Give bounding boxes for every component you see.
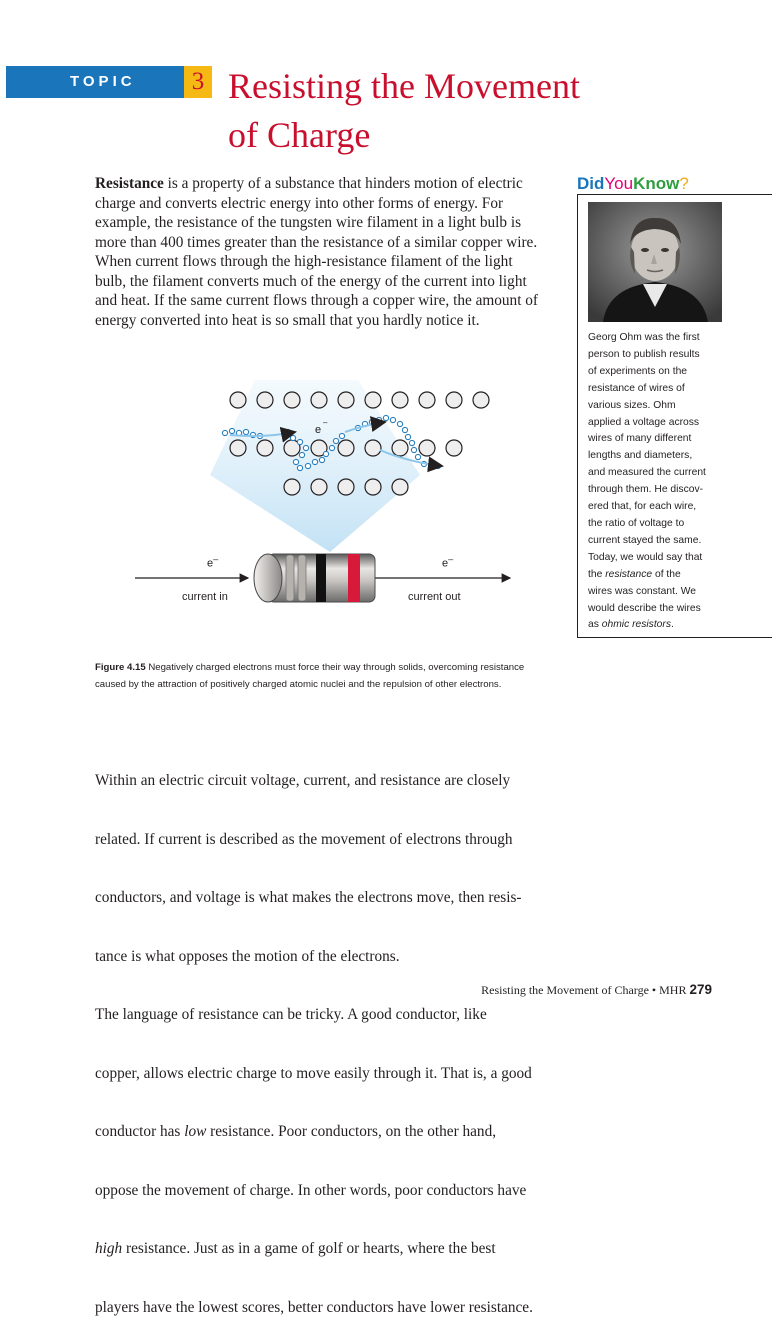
electron <box>329 445 334 450</box>
intro-line: energy converted into heat is so small that you hardly notice it. <box>95 311 480 329</box>
atom-nucleus <box>365 479 381 495</box>
figure-caption: Figure 4.15 Negatively charged electrons must force their way through solids, overcoming resistance caused by the attraction of positively charged atomic nuclei and the repulsion of other electrons. <box>95 662 525 690</box>
electron-label-top: e <box>315 424 322 436</box>
body-line: high resistance. Just as in a game of golf or hearts, where the best <box>95 1240 496 1257</box>
electron <box>290 435 295 440</box>
atom-nucleus <box>392 392 408 408</box>
page-number: 279 <box>689 982 712 997</box>
atom-nucleus <box>365 440 381 456</box>
electron <box>293 459 298 464</box>
body-line: tance is what opposes the motion of the electrons. <box>95 947 400 965</box>
atom-nucleus <box>338 440 354 456</box>
atom-nucleus <box>257 392 273 408</box>
title-line-1: Resisting the Movement <box>228 66 580 106</box>
body-paragraphs <box>95 732 565 1337</box>
electron <box>397 421 402 426</box>
electron <box>297 465 302 470</box>
electron <box>402 427 407 432</box>
page-footer: Resisting the Movement of Charge • MHR 279 <box>481 982 712 997</box>
electron <box>229 428 234 433</box>
electron <box>299 452 304 457</box>
electron <box>390 417 395 422</box>
electron <box>243 429 248 434</box>
portrait-photo <box>588 202 722 322</box>
topic-label: TOPIC <box>70 73 136 90</box>
body-line: copper, allows electric charge to move easily through it. That is, a good <box>95 1064 532 1082</box>
electron <box>333 438 338 443</box>
body-line: conductor has low resistance. Poor conductors, on the other hand, <box>95 1123 497 1140</box>
atom-nucleus <box>311 392 327 408</box>
electron <box>411 447 416 452</box>
atom-nucleus <box>311 479 327 495</box>
body-line: related. If current is described as the movement of electrons through <box>95 830 513 848</box>
intro-line: When current flows through the high-resistance filament of the light <box>95 253 513 270</box>
emphasis-low: low <box>184 1123 207 1140</box>
electron-label-out: e– <box>442 554 454 570</box>
did-you-know-heading: DidYouKnow? <box>577 174 689 193</box>
electron <box>303 445 308 450</box>
intro-line: charge and converts electric energy into other forms of energy. For <box>95 194 504 212</box>
electron <box>297 439 302 444</box>
electron <box>312 459 317 464</box>
atom-nucleus <box>419 440 435 456</box>
atom-nucleus <box>365 392 381 408</box>
atom-nucleus <box>392 479 408 495</box>
body-line: Within an electric circuit voltage, current, and resistance are closely <box>95 772 511 789</box>
body-line: oppose the movement of charge. In other words, poor conductors have <box>95 1181 527 1199</box>
atom-nucleus <box>419 392 435 408</box>
electron <box>323 451 328 456</box>
term-ohmic-resistors: ohmic resistors <box>601 619 671 631</box>
atom-nucleus <box>230 440 246 456</box>
intro-line: example, the resistance of the tungsten wire filament in a light bulb is <box>95 214 522 231</box>
intro-line: and heat. If the same current flows through a copper wire, the amount of <box>95 292 539 309</box>
electron <box>222 430 227 435</box>
term-resistance: resistance <box>605 568 653 580</box>
atom-nucleus <box>338 479 354 495</box>
atom-nucleus <box>446 440 462 456</box>
current-in-label: current in <box>182 591 228 603</box>
electron <box>415 454 420 459</box>
figure-number: Figure 4.15 <box>95 662 146 673</box>
publisher: MHR <box>659 983 687 997</box>
electron <box>319 457 324 462</box>
electron <box>405 434 410 439</box>
atom-nucleus <box>284 392 300 408</box>
body-line: The language of resistance can be tricky. A good conductor, like <box>95 1006 487 1023</box>
resistor <box>254 554 375 602</box>
emphasis-high: high <box>95 1240 123 1257</box>
key-term: Resistance <box>95 175 164 192</box>
intro-line: Resistance is a property of a substance that hinders motion of electric <box>95 175 523 192</box>
atom-nucleus <box>257 440 273 456</box>
atom-nucleus <box>473 392 489 408</box>
resistor-electron-diagram <box>130 380 520 610</box>
body-line: players have the lowest scores, better conductors have lower resistance. <box>95 1298 533 1316</box>
electron <box>339 433 344 438</box>
title-line-2: of Charge <box>228 115 371 155</box>
running-title: Resisting the Movement of Charge <box>481 983 649 997</box>
electron-charge-top: – <box>323 418 328 427</box>
electron <box>409 440 414 445</box>
electron <box>305 463 310 468</box>
topic-number: 3 <box>184 66 212 98</box>
electron <box>383 415 388 420</box>
intro-line: bulb, the filament converts much of the energy of the current into light <box>95 272 527 290</box>
atom-nucleus <box>446 392 462 408</box>
atom-nucleus <box>284 479 300 495</box>
atom-nucleus <box>230 392 246 408</box>
current-out-label: current out <box>408 591 461 603</box>
body-line: conductors, and voltage is what makes the electrons move, then resis- <box>95 889 522 906</box>
intro-paragraph <box>95 174 555 330</box>
intro-line: more than 400 times greater than the resistance of a similar copper wire. <box>95 233 538 251</box>
atom-nucleus <box>392 440 408 456</box>
atom-nucleus <box>338 392 354 408</box>
page-title <box>228 62 708 160</box>
electron-label-in: e– <box>207 554 219 570</box>
did-you-know-text: Georg Ohm was the first person to publish results of experiments on the resistance of wires of various sizes. Ohm applied a voltage across wires of many different lengths and diameters, and measured the current through them. He discov- ered that, for each wire, the ratio of voltage to current stayed the same. Today, we would say that the resistance of the wires was constant. We would describe the wires as ohmic resistors. <box>588 332 706 631</box>
